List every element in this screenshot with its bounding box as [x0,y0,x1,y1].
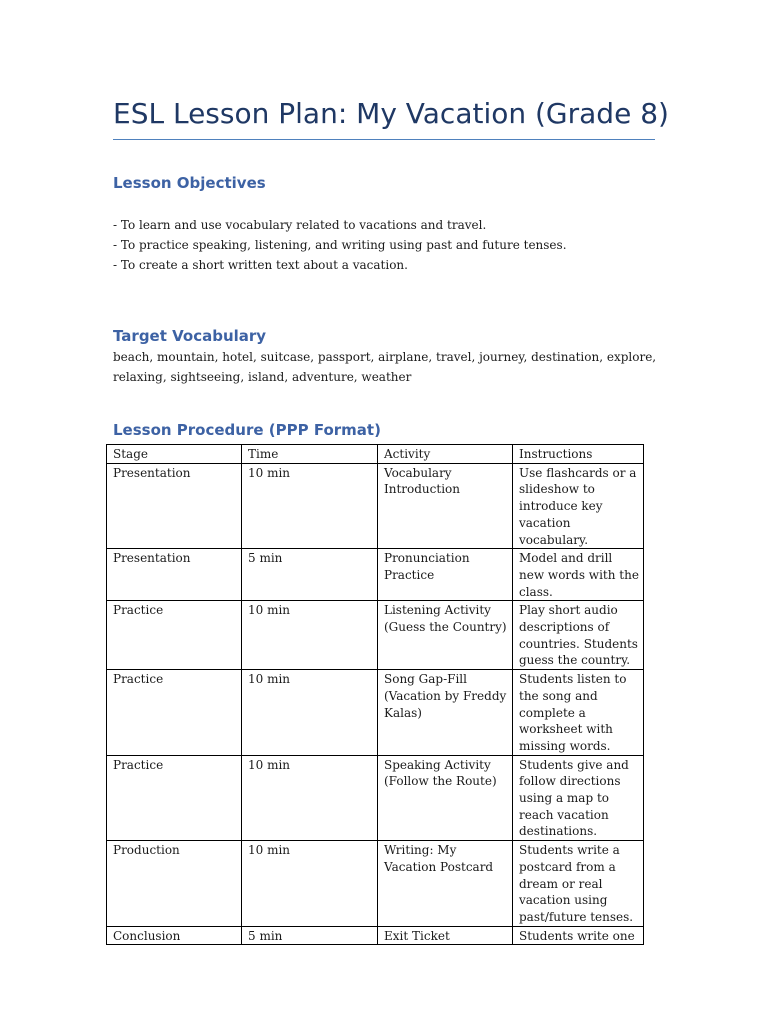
cell-stage: Production [107,841,242,927]
cell-stage: Presentation [107,549,242,601]
cell-stage: Practice [107,670,242,756]
header-activity: Activity [378,445,513,464]
cell-time: 5 min [242,549,378,601]
objectives-heading: Lesson Objectives [113,174,266,192]
cell-time: 10 min [242,755,378,841]
cell-instructions: Students write one [513,926,644,945]
cell-instructions: Play short audio descriptions of countries. Students guess the country. [513,601,644,670]
cell-stage: Practice [107,601,242,670]
cell-time: 10 min [242,601,378,670]
cell-stage: Practice [107,755,242,841]
cell-instructions: Students write a postcard from a dream or real vacation using past/future tenses. [513,841,644,927]
table-row [107,926,644,945]
cell-time: 10 min [242,670,378,756]
objective-item: - To learn and use vocabulary related to vacations and travel. [113,218,487,232]
cell-instructions: Model and drill new words with the class. [513,549,644,601]
cell-time: 5 min [242,926,378,945]
cell-instructions: Students listen to the song and complete a worksheet with missing words. [513,670,644,756]
table-header-row [107,445,644,464]
objective-item: - To practice speaking, listening, and writing using past and future tenses. [113,238,567,252]
procedure-table [106,444,644,945]
cell-activity: Exit Ticket [378,926,513,945]
cell-activity: Speaking Activity (Follow the Route) [378,755,513,841]
table-row [107,463,644,549]
cell-stage: Presentation [107,463,242,549]
cell-instructions: Students give and follow directions using a map to reach vacation destinations. [513,755,644,841]
table-row [107,755,644,841]
objective-item: - To create a short written text about a vacation. [113,258,408,272]
vocabulary-line: beach, mountain, hotel, suitcase, passport, airplane, travel, journey, destination, explore, [113,350,657,364]
objectives-list [113,215,567,275]
cell-instructions: Use flashcards or a slideshow to introduce key vacation vocabulary. [513,463,644,549]
cell-time: 10 min [242,841,378,927]
vocabulary-text [113,347,656,387]
vocabulary-line: relaxing, sightseeing, island, adventure, weather [113,370,412,384]
header-instructions: Instructions [513,445,644,464]
cell-activity: Pronunciation Practice [378,549,513,601]
page-title: ESL Lesson Plan: My Vacation (Grade 8) [113,97,669,130]
title-divider [113,139,655,140]
cell-activity: Writing: My Vacation Postcard [378,841,513,927]
table-row [107,549,644,601]
vocabulary-heading: Target Vocabulary [113,327,267,345]
header-time: Time [242,445,378,464]
table-row [107,601,644,670]
cell-activity: Song Gap-Fill (Vacation by Freddy Kalas) [378,670,513,756]
cell-activity: Listening Activity (Guess the Country) [378,601,513,670]
cell-stage: Conclusion [107,926,242,945]
cell-activity: Vocabulary Introduction [378,463,513,549]
table-row [107,841,644,927]
header-stage: Stage [107,445,242,464]
cell-time: 10 min [242,463,378,549]
table-row [107,670,644,756]
procedure-heading: Lesson Procedure (PPP Format) [113,421,381,439]
